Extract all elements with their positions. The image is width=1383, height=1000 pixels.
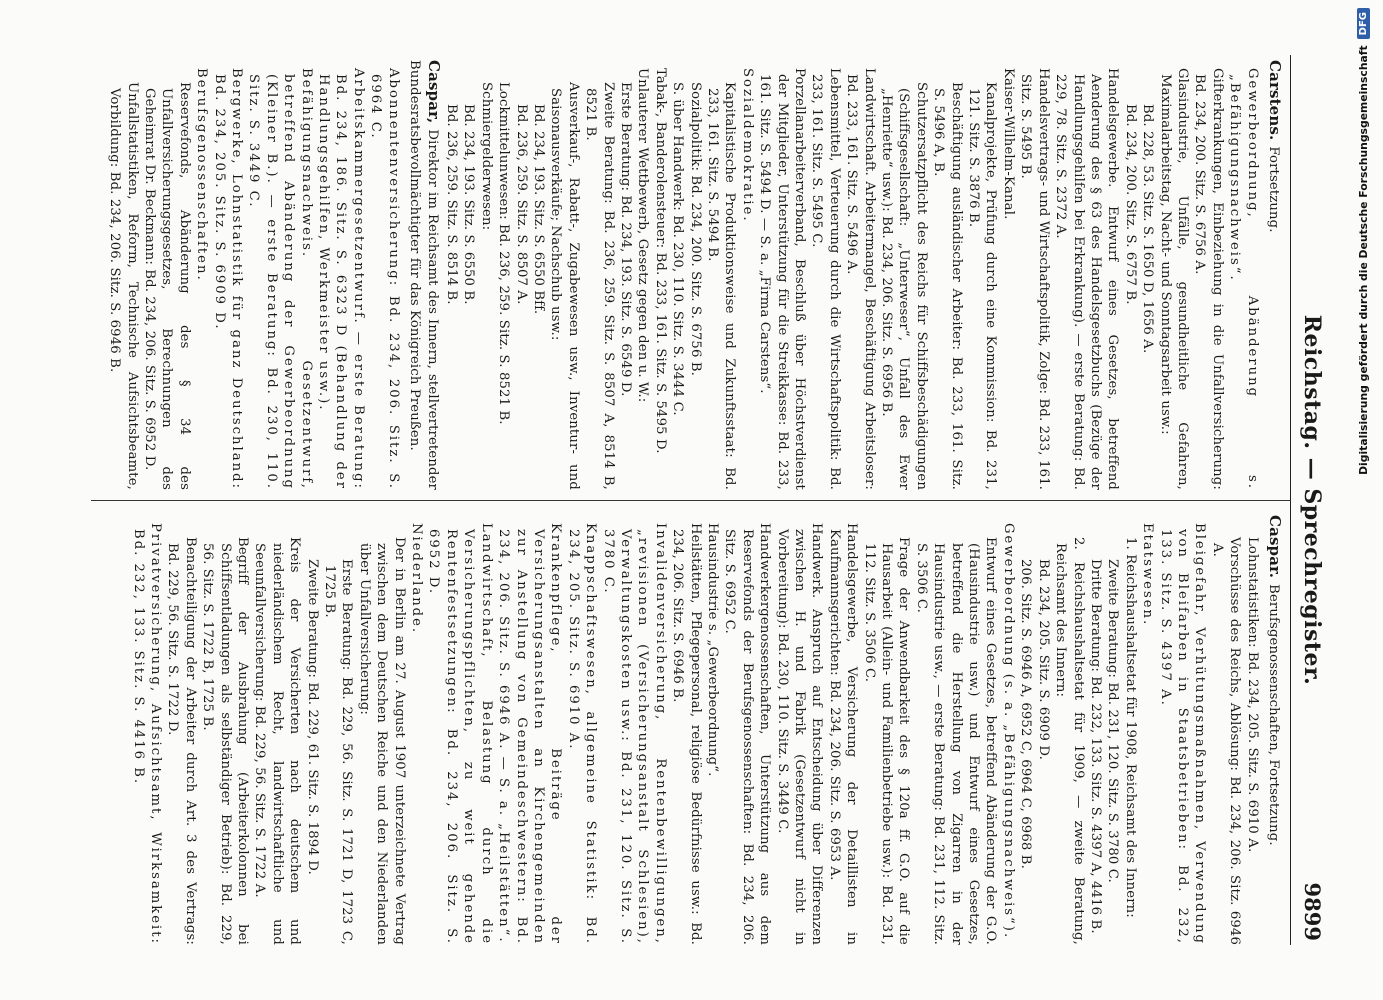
entry-text: Bd. 234, 200. Sitz. S. 6757 B. — [1122, 104, 1138, 305]
entry-text: Handelsgewerbe, Versicherung der Detaillisten in Kaufmannsgerichten: Bd. 234, 206. Sitz. S. 6953 A. — [826, 523, 860, 945]
register-entry — [199, 515, 251, 945]
entry-text: Glasindustrie, Unfälle, gesundheitliche Gefahren, Maximalarbeitstag, Nacht- und Sonntagsarbeit usw.: — [1157, 68, 1190, 490]
entry-text: Bd. 234, 193. Sitz. S. 6550 Bff. — [530, 104, 546, 315]
right-column — [129, 515, 1283, 945]
entry-text: Schutzersatzpflicht des Reichs für Schiffsbeschädigungen (Schiffsgesellschaft: „Unterweser“, Unfall des Ewer „Henriette“ usw.): Bd. 234, 206. Sitz. S. 6956 B. — [879, 82, 929, 490]
entry-text: Porzellanarbeiterverband, Beschluß über Höchstverdienst der Mitglieder, Unterstützung für die Streikkasse: Bd. 233, 161. Sitz. S. 5494 D. — S. a. „Firma Carstens“. — [757, 68, 808, 490]
register-entry — [129, 515, 164, 945]
register-entry — [303, 515, 320, 945]
register-entry — [477, 60, 494, 490]
entry-text: Vorschüsse des Reichs, Ablösung: Bd. 234, 206. Sitz. 6946 A. — [1209, 537, 1243, 945]
entry-text: Caspar, — [425, 60, 444, 124]
register-entry — [547, 60, 582, 490]
entry-text: Abonnentenversicherung: Bd. 234, 206. Sitz. S. 6964 C. — [368, 68, 401, 490]
register-entry — [704, 515, 721, 945]
register-entry — [721, 515, 773, 945]
left-column — [106, 60, 1283, 490]
register-entry — [408, 515, 425, 945]
entry-text: Hausindustrie s. „Gewerbeordnung“. — [705, 523, 720, 777]
entry-text: Unlauterer Wettbewerb, Gesetz gegen den u. W.: — [635, 68, 651, 403]
entry-text: Befähigungsnachweis. Gesetzentwurf, betreffend Abänderung der Gewerbeordnung (Kleiner B.). — erste Beratung: Bd. 230, 110. Sitz. S. 3449 C. — [246, 68, 314, 490]
register-entry — [1017, 60, 1052, 490]
entry-text: Niederlande. — [409, 523, 425, 635]
register-entry — [1226, 60, 1261, 490]
entry-text: Gifterkrankungen, Einbeziehung in die Unfallversicherung: Bd. 234, 200. Sitz. S. 6756 A. — [1192, 68, 1225, 490]
register-entry — [210, 60, 245, 490]
page-header — [1290, 55, 1331, 945]
register-entry — [1087, 515, 1104, 945]
entry-text: Bleigefahr, Verhütungsmaßnahmen, Verwendung von Bleifarben in Staatsbetrieben: Bd. 232, 133. Sitz. S. 4397 A. — [1157, 523, 1208, 945]
register-entry — [367, 60, 402, 490]
entry-text: Kanalprojekte, Prüfung durch eine Kommission: Bd. 231, 121. Sitz. S. 3876 B. — [966, 82, 999, 490]
register-entry — [315, 60, 367, 490]
entry-text: Unfallstatistiken, Reform, Technische Aufsichtsbeamte, Vorbildung: Bd. 234, 206. Sitz. S. 6946 B. — [107, 82, 140, 490]
entry-text: Sozialdemokratie. — [739, 68, 755, 223]
entry-text: Gewerbeordnung, Abänderung s. „Befähigungsnachweis“. — [1227, 68, 1260, 490]
entry-text: Bd. 236, 259. Sitz. S. 8507 A. — [513, 104, 529, 305]
entry-text: Lohnstatistiken: Bd. 234, 205. Sitz. S. 6910 A. — [1244, 537, 1260, 853]
entry-text: Privatversicherung, Aufsichtsamt, Wirksamkeit: Bd. 232, 133. Sitz. S. 4416 B. — [130, 523, 163, 945]
register-entry — [460, 60, 477, 490]
entry-text: Tabak-, Banderolensteuer: Bd. 233, 161. Sitz. S. 5495 D. — [652, 68, 668, 454]
entry-text: Handelsvertrags- und Wirtschaftspolitik, Zolge: Bd. 233, 161. Sitz. S. 5495 B. — [1018, 68, 1051, 490]
entry-text: 206. Sitz. S. 6946 A, 6952 C, 6964 C, 6968 B. — [1018, 559, 1034, 869]
register-entry — [106, 60, 141, 490]
entry-text: Gewerbeordnung (s. a. „Befähigungsnachweis“). — [1000, 523, 1016, 940]
entry-text: Bd. 234, 205. Sitz. S. 6909 D. — [1035, 559, 1051, 761]
entry-text: Beschäftigung ausländischer Arbeiter: Bd. 233, 161. Sitz. S. 5496 A, B. — [931, 82, 964, 490]
register-entry — [686, 60, 703, 490]
entry-text: Zweite Beratung: Bd. 231, 120. Sitz. S. 3780 C. — [1105, 559, 1121, 883]
entry-text: Kreis der Versicherten nach deutschem und niederländischem Recht, landwirtschaftliche und Seeunfallversicherung: Bd. 229, 56. Sitz. S. 1722 A. — [252, 537, 303, 945]
entry-text: Knappschaftswesen, allgemeine Statistik: Bd. 234, 205. Sitz. S. 6910 A. — [565, 523, 599, 945]
register-entry — [1000, 60, 1017, 490]
register-entry — [965, 60, 1000, 490]
register-entry — [1104, 515, 1121, 945]
entry-text: Erste Beratung: Bd. 229, 56. Sitz. S. 1721 D, 1723 C, 1725 B. — [322, 559, 355, 945]
entry-text: Entwurf eines Gesetzes, betreffend Abänderung der G.O. (Hausindustrie usw.) und Entwurf eines Gesetzes, betreffend die Herstellung von Zigarren in der Hausindustrie usw., — erste Beratung: Bd. 231, 112. Sitz. S. 3506 C. — [913, 537, 999, 945]
entry-text: Reservefonds, Abänderung des § 34 des Unfallversicherungsgesetzes, Berechnungen des Geheimrat Dr. Beckmann: Bd. 234, 206. Sitz. S. 6952 D. — [142, 82, 192, 490]
entry-text: Carstens. — [1266, 60, 1284, 141]
entry-text: Frage der Anwendbarkeit des § 120a ff. G.O. auf die Hausarbeit (Allein- und Familienbetriebe usw.): Bd. 231, 112. Sitz. S. 3506 C. — [861, 537, 912, 945]
entry-continuation: Berufsgenossenschaften, Fortsetzung. — [1266, 584, 1281, 846]
register-entry — [651, 60, 668, 490]
speaker-name — [1265, 60, 1283, 490]
register-entry — [443, 60, 460, 490]
entry-text: Handwerkergenossenschaften, Unterstützung aus dem Reservefonds der Berufsgenossenschaften: Bd. 234, 206. Sitz. S. 6952 C. — [722, 523, 773, 945]
register-entry — [1121, 60, 1138, 490]
register-entry — [1017, 515, 1034, 945]
register-entry — [512, 60, 529, 490]
register-entry — [669, 515, 704, 945]
entry-text: 2. Reichshaushaltsetat für 1909, — zweite Beratung, Reichsamt des Innern: — [1053, 537, 1086, 945]
entry-text: Der in Berlin am 27. August 1907 unterzeichnete Vertrag zwischen dem Deutschen Reiche und den Niederlanden über Unfallversicherung: — [356, 537, 407, 945]
column-divider — [91, 500, 1291, 501]
entry-text: Ausverkauf-, Rabatt-, Zugabewesen usw., Inventur- und Saisonausverkäufe; Nachschub usw.: — [548, 82, 581, 490]
register-entry — [355, 515, 407, 945]
entry-text: Schmiergelderwesen: — [478, 82, 494, 231]
register-entry — [193, 60, 210, 490]
entry-text: Benachteiligung der Arbeiter durch Art. 3 des Vertrags: Bd. 229, 56. Sitz. S. 1722 D. — [165, 537, 198, 945]
register-entry — [495, 60, 512, 490]
register-entry — [669, 60, 686, 490]
digitization-credit — [1352, 8, 1374, 993]
register-entry — [825, 515, 860, 945]
register-entry — [756, 60, 808, 490]
register-entry — [1000, 515, 1017, 945]
register-entry — [245, 60, 315, 490]
speaker-name — [406, 60, 443, 490]
entry-text: Bd. 236, 259. Sitz. S. 8514 B. — [443, 104, 459, 305]
entry-text: Caspar. — [1266, 515, 1284, 579]
register-entry — [164, 515, 199, 945]
entry-text: Landwirtschaft, Belastung durch die Versicherungspflichten, zu weit gehende Rentenfestsetzungen: Bd. 234, 206. Sitz. S. 6952 D. — [426, 523, 494, 945]
register-entry — [1156, 60, 1191, 490]
register-entry — [738, 60, 755, 490]
entry-continuation: Direktor im Reichsamt des Innern, stellvertretender Bundesratsbevollmächtigter für das Königreich Preußen. — [407, 60, 441, 490]
entry-text: Heilstätten, Pflegepersonal, religiöse Bedürfnisse usw.: Bd. 234, 206. Sitz. S. 6946 B. — [670, 523, 703, 945]
entry-text: Bergwerke, Lohnstatistik für ganz Deutschland: Bd. 234, 205. Sitz. S. 6909 D. — [211, 68, 245, 490]
entry-text: Begriff der Ausbrahung (Arbeiterkolonnen bei Schiffsentladungen als selbständiger Betrieb): Bd. 229, 56. Sitz. S. 1722 B, 1725 B. — [200, 537, 251, 945]
register-entry — [1191, 60, 1226, 490]
entry-text: Lockmittelunwesen: Bd. 236, 259. Sitz. S. 8521 B. — [496, 82, 512, 425]
register-entry — [495, 515, 565, 945]
register-entry — [1052, 60, 1122, 490]
entry-text: Handwerk. Anspruch auf Entscheidung über Differenzen zwischen H. und Fabrik (Gesetzentwurf nicht in Vorbereitung): Bd. 230, 110. Sitz. S. 3449 C. — [774, 523, 825, 945]
page-number: 9899 — [1300, 882, 1325, 941]
register-entry — [530, 60, 547, 490]
entry-text: Dritte Beratung: Bd. 232, 133. Sitz. S. 4397 A, 4416 B. — [1087, 559, 1103, 934]
register-entry — [843, 60, 878, 490]
register-entry — [582, 60, 617, 490]
entry-text: Landwirtschaft. Arbeitermangel, Beschäftigung Arbeitsloser: Bd. 233, 161. Sitz. S. 5496 A. — [844, 68, 877, 490]
register-entry — [1208, 515, 1243, 945]
entry-continuation: Fortsetzung. — [1266, 146, 1281, 233]
register-entry — [251, 515, 303, 945]
entry-text: Bd. 234, 193. Sitz. S. 6550 B. — [461, 104, 477, 305]
entry-text: S. über Handwerk: Bd. 230, 110. Sitz. S. 3444 C. — [670, 82, 686, 416]
entry-text: Bd. 228, 53. Sitz. S. 1650 D, 1656 A. — [1140, 104, 1156, 354]
register-entry — [634, 60, 651, 490]
register-entry — [878, 60, 930, 490]
speaker-name — [1265, 515, 1283, 945]
register-entry — [1139, 60, 1156, 490]
register-entry — [704, 60, 739, 490]
register-entry — [599, 515, 669, 945]
entry-text: Krankenpflege, Beiträge der Versicherungsanstalten an Kirchengemeinden zur Anstellung von Gemeindeschwestern: Bd. 234, 206. Sitz. S. 6946 A. — S. a. „Heilstätten“. — [496, 523, 564, 945]
register-entry — [808, 60, 843, 490]
entry-text: Lebensmittel, Verteuerung durch die Wirtschaftspolitik: Bd. 233, 161. Sitz. S. 5495 C. — [809, 68, 842, 490]
register-entry — [1121, 515, 1138, 945]
credit-text: Digitalisierung gefördert durch die Deutsche Forschungsgemeinschaft — [1356, 45, 1370, 475]
entry-text: Handelsgewerbe. Entwurf eines Gesetzes, betreffend Aenderung des § 63 des Handelsgesetzbuchs (Bezüge der Handlungsgehilfen bei Erkrankung). — erste Beratung: Bd. 229, 78. Sitz. S. 2372 A. — [1053, 68, 1121, 490]
register-entry — [860, 515, 912, 945]
dfg-logo: DFG — [1357, 8, 1370, 39]
register-entry — [912, 515, 999, 945]
entry-text: Zweite Beratung: Bd. 229, 61. Sitz. S. 1894 D. — [304, 559, 320, 875]
register-entry — [1156, 515, 1208, 945]
entry-text: Erste Beratung: Bd. 234, 193. Sitz. S. 6549 D. — [617, 82, 633, 397]
register-entry — [425, 515, 495, 945]
register-entry — [141, 60, 193, 490]
register-entry — [930, 60, 965, 490]
entry-text: Sozialpolitik: Bd. 234, 200. Sitz. S. 6756 B. — [687, 82, 703, 377]
entry-text: Invalidenversicherung, Rentenbewilligungen, „revisionen (Versicherungsanstalt Schlesien), Verwaltungskosten usw.: Bd. 231, 120. Sitz. S. 3780 C. — [600, 523, 668, 945]
entry-text: Arbeitskammergesetzentwurf. — erste Beratung: Bd. 234, 186. Sitz. S. 6323 D (Behandlung der Handlungsgehilfen, Werkmeister usw.). — [316, 68, 366, 490]
entry-text: Kapitalistische Produktionsweise und Zukunftsstaat: Bd. 233, 161. Sitz. S. 5494 B. — [705, 82, 738, 490]
running-title: Reichstag. — Sprechregister. — [1299, 314, 1325, 686]
register-entry — [1139, 515, 1156, 945]
entry-text: Kaiser-Wilhelm-Kanal. — [1000, 68, 1016, 220]
register-entry — [321, 515, 356, 945]
register-entry — [617, 60, 634, 490]
register-entry — [1034, 515, 1051, 945]
entry-text: Etatswesen. — [1140, 523, 1156, 627]
entry-text: 1. Reichshaushaltsetat für 1908, Reichsamt des Innern: — [1122, 537, 1138, 918]
register-entry — [564, 515, 599, 945]
entry-text: Berufsgenossenschaften. — [194, 68, 210, 282]
register-entry — [773, 515, 825, 945]
entry-text: Zweite Beratung: Bd. 236, 259. Sitz. S. 8507 A, 8514 B, 8521 B. — [583, 82, 616, 490]
register-entry — [1243, 515, 1260, 945]
register-entry — [1052, 515, 1087, 945]
